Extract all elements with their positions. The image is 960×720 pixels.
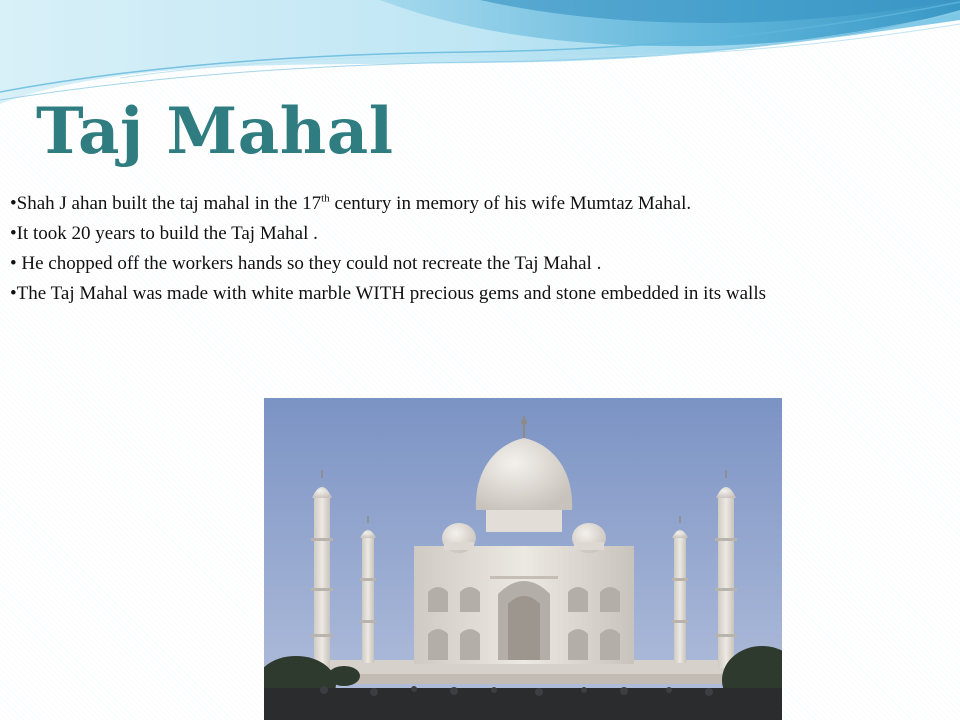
bullet-item: [10, 252, 915, 276]
bullet-text: The Taj Mahal was made with white marble WITH precious gems and stone embedded in its walls: [16, 283, 766, 304]
taj-mahal-illustration: [264, 398, 782, 720]
bullet-text: Shah J ahan built the taj mahal in the 17: [16, 193, 322, 214]
bullet-mark: •: [10, 223, 17, 244]
bullet-item: [10, 192, 915, 216]
bullet-text: He chopped off the workers hands so they could not recreate the Taj Mahal .: [16, 253, 602, 274]
bullet-item: [10, 282, 915, 306]
bullet-mark: •: [10, 253, 17, 274]
taj-mahal-photo: [264, 398, 782, 720]
bullet-item: [10, 222, 915, 246]
ordinal-superscript: th: [321, 192, 330, 205]
bullet-mark: •: [10, 283, 17, 304]
bullet-text: It took 20 years to build the Taj Mahal .: [16, 223, 318, 244]
bullet-text-continued: century in memory of his wife Mumtaz Mahal.: [329, 193, 692, 214]
bullet-list: [10, 192, 915, 312]
slide-title: Taj Mahal: [36, 94, 394, 169]
bullet-mark: •: [10, 193, 17, 214]
